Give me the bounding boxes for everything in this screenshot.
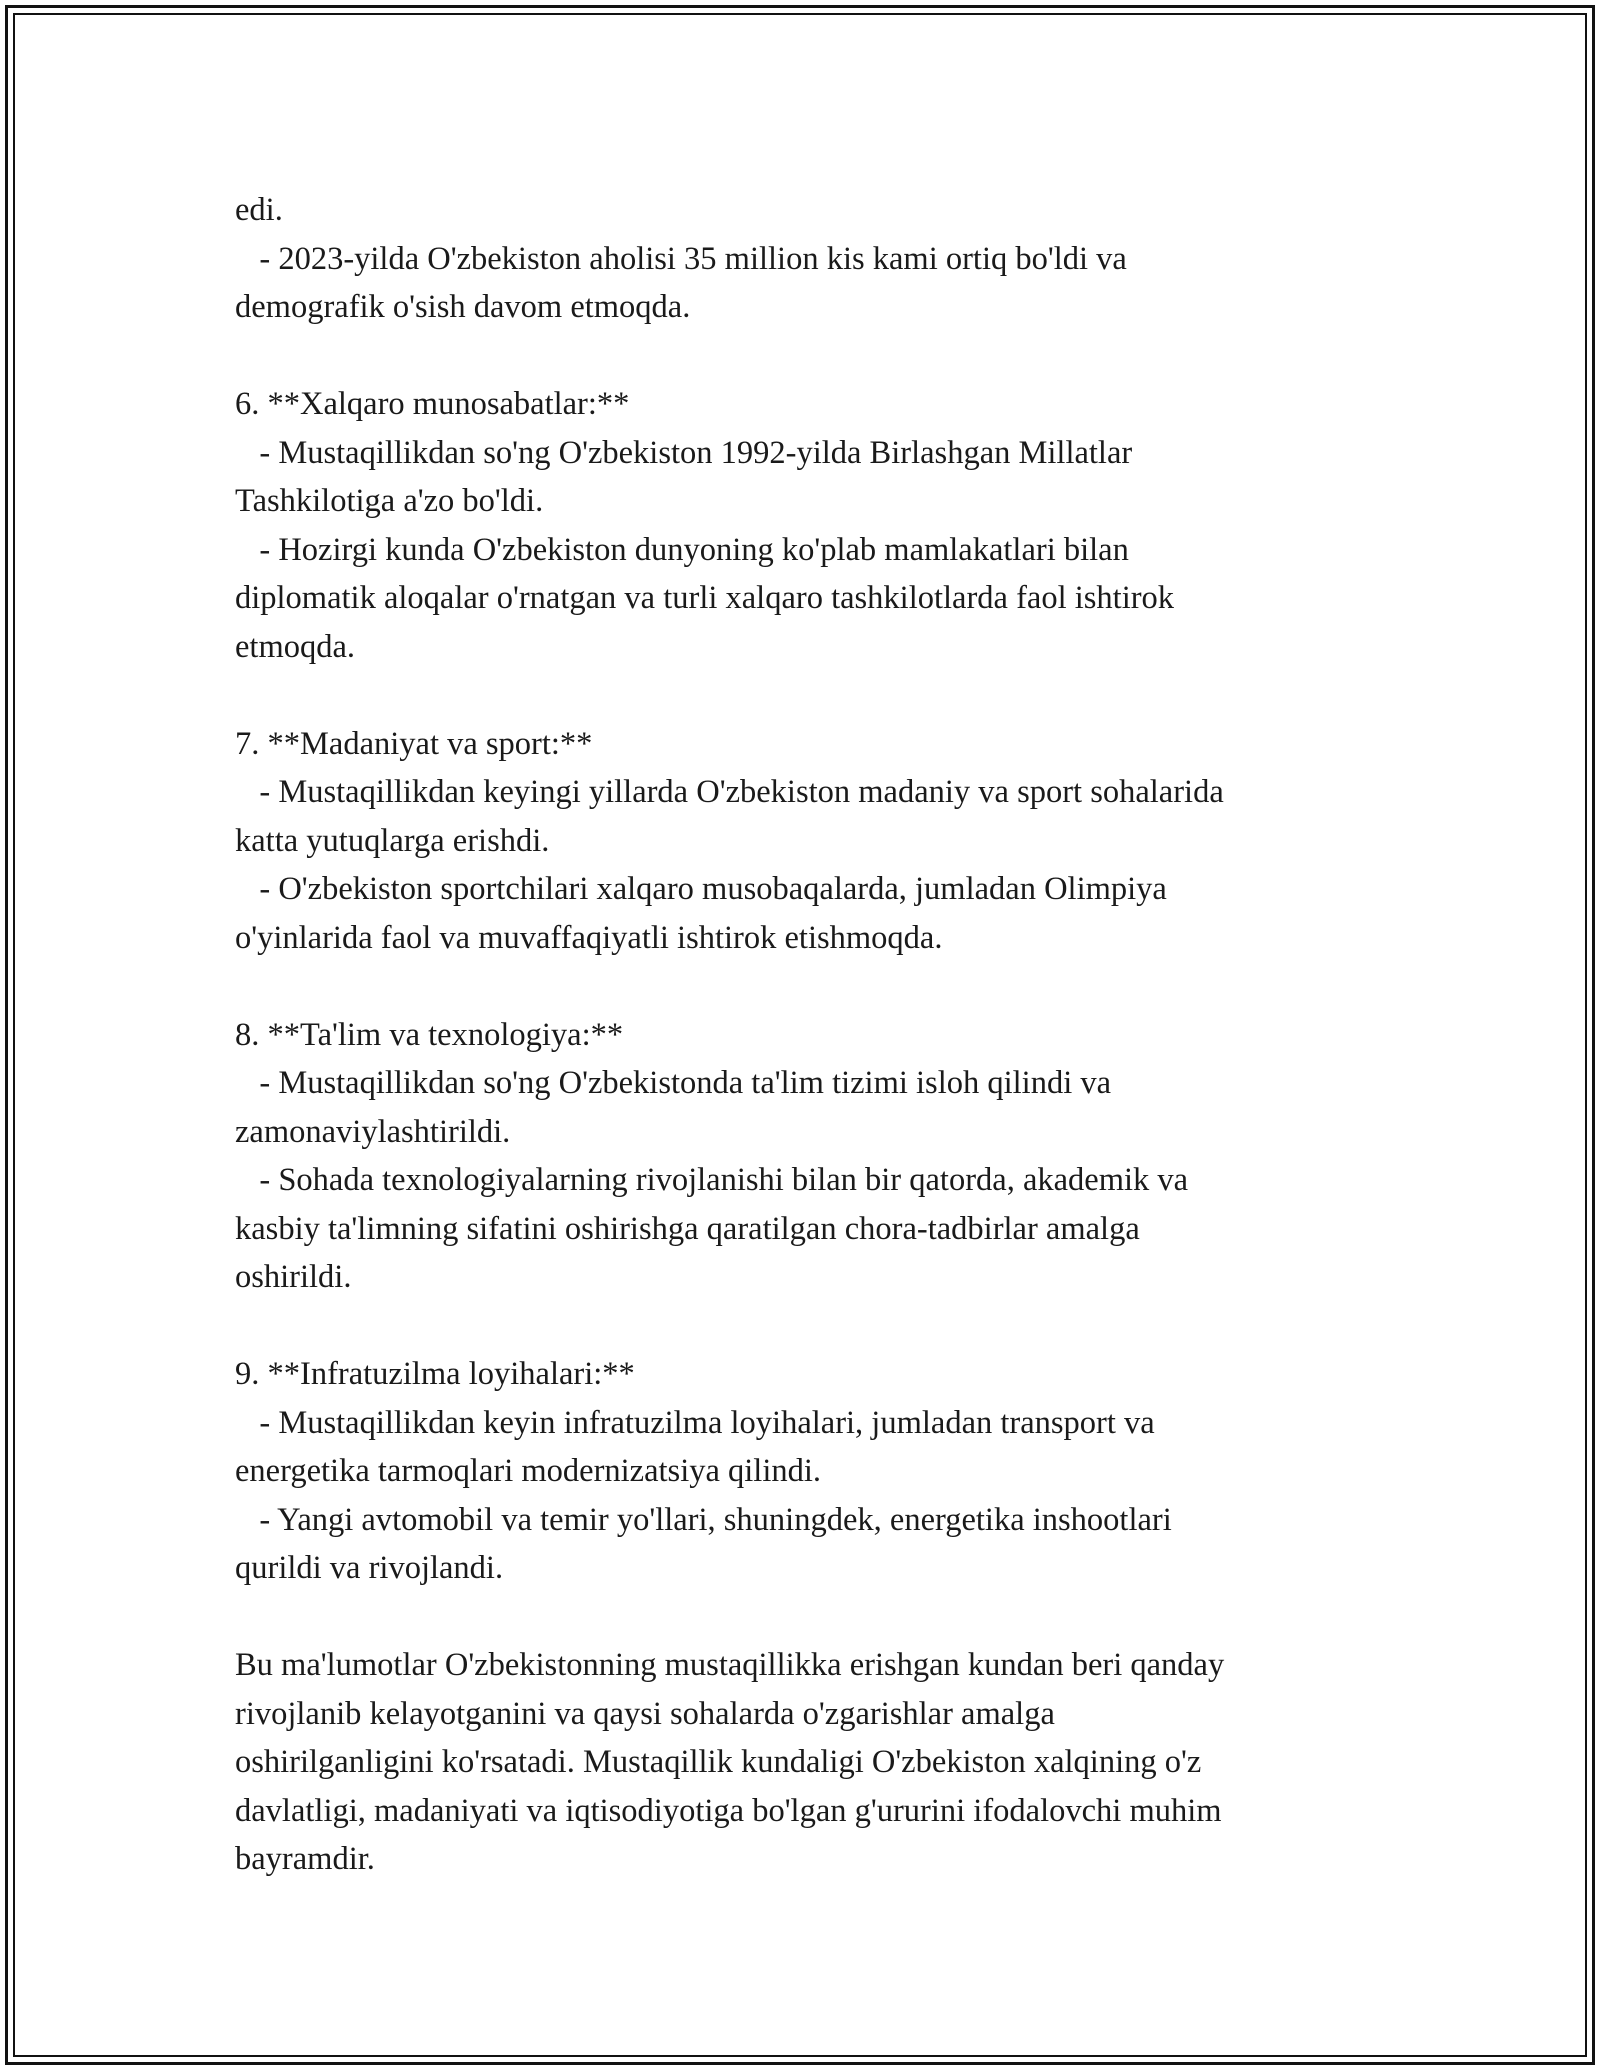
conclusion-line: davlatligi, madaniyati va iqtisodiyotiga bo'lgan g'ururini ifodalovchi muhim (235, 1792, 1222, 1829)
conclusion-line: rivojlanib kelayotganini va qaysi sohalarda o'zgarishlar amalga (235, 1695, 1055, 1732)
text-line: diplomatik aloqalar o'rnatgan va turli xalqaro tashkilotlarda faol ishtirok (235, 580, 1175, 616)
text-line: oshirildi. (235, 1259, 352, 1295)
text-line: kasbiy ta'limning sifatini oshirishga qaratilgan chora-tadbirlar amalga (235, 1210, 1140, 1247)
text-line: - Mustaqillikdan keyin infratuzilma loyihalari, jumladan transport va (235, 1404, 1155, 1441)
text-line: katta yutuqlarga erishdi. (235, 822, 550, 859)
conclusion-line: Bu ma'lumotlar O'zbekistonning mustaqillikka erishgan kundan beri qanday (235, 1647, 1225, 1683)
blank-line (235, 671, 1365, 720)
text-line: Tashkilotiga a'zo bo'ldi. (235, 483, 544, 519)
text-line: - Sohada texnologiyalarning rivojlanishi bilan bir qatorda, akademik va (235, 1162, 1189, 1198)
section-heading: 8. **Ta'lim va texnologiya:** (235, 1016, 624, 1053)
text-line: edi. (235, 192, 283, 228)
text-line: - Mustaqillikdan keyingi yillarda O'zbekiston madaniy va sport sohalarida (235, 774, 1224, 810)
blank-line (235, 962, 1365, 1011)
section-heading: 9. **Infratuzilma loyihalari:** (235, 1356, 635, 1392)
text-line: - O'zbekiston sportchilari xalqaro musobaqalarda, jumladan Olimpiya (235, 871, 1167, 907)
text-line: - Mustaqillikdan so'ng O'zbekiston 1992-yilda Birlashgan Millatlar (235, 434, 1133, 471)
text-line: o'yinlarida faol va muvaffaqiyatli ishtirok etishmoqda. (235, 919, 943, 956)
section-heading: 7. **Madaniyat va sport:** (235, 725, 593, 762)
text-line: qurildi va rivojlandi. (235, 1550, 504, 1586)
conclusion-line: bayramdir. (235, 1841, 375, 1877)
text-line: - Mustaqillikdan so'ng O'zbekistonda ta'lim tizimi isloh qilindi va (235, 1065, 1112, 1101)
text-line: - Hozirgi kunda O'zbekiston dunyoning ko'plab mamlakatlari bilan (235, 531, 1129, 568)
text-line: zamonaviylashtirildi. (235, 1113, 511, 1150)
conclusion-line: oshirilganligini ko'rsatadi. Mustaqillik kundaligi O'zbekiston xalqining o'z (235, 1744, 1202, 1780)
blank-line (235, 332, 1365, 381)
document-body (235, 186, 1365, 1884)
blank-line (235, 1302, 1365, 1351)
text-line: energetika tarmoqlari modernizatsiya qilindi. (235, 1453, 822, 1489)
text-line: etmoqda. (235, 628, 356, 665)
text-line: - 2023-yilda O'zbekiston aholisi 35 million kis kami ortiq bo'ldi va (235, 240, 1127, 277)
text-line: - Yangi avtomobil va temir yo'llari, shuningdek, energetika inshootlari (235, 1501, 1172, 1538)
section-heading: 6. **Xalqaro munosabatlar:** (235, 386, 630, 422)
blank-line (235, 1593, 1365, 1642)
text-line: demografik o'sish davom etmoqda. (235, 289, 691, 325)
